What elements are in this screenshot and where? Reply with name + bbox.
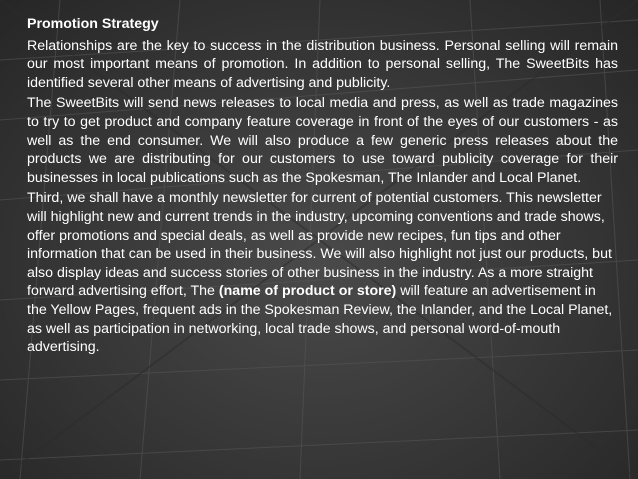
placeholder-bold-text: (name of product or store) (218, 283, 397, 300)
paragraph-personal-selling: Relationships are the key to success in the distribution business. Personal selling will remain our most important means of promotion. In addition to personal selling, The SweetBits has identified several other means of advertising and publicity. (27, 37, 618, 91)
text-body (27, 15, 618, 359)
newsletter-text-end: will feature an advertisement in the Yellow Pages, frequent ads in the Spokesman Review, the Inlander, and the Local Planet, as well as participation in networking, local trade shows, and personal word-of-mouth advertising. (27, 283, 613, 356)
paragraph-news-releases: The SweetBits will send news releases to local media and press, as well as trade magazines to try to get product and company feature coverage in front of the eyes of our customers - as well as the end consumer. We will also produce a few generic press releases about the products we are distributing for our customers to use toward publicity coverage for their businesses in local publications such as the Spokesman, The Inlander and Local Planet. (27, 95, 618, 186)
section-heading: Promotion Strategy (27, 16, 159, 32)
paragraph-newsletter (27, 189, 618, 356)
newsletter-text-start: Third, we shall have a monthly newsletter for current of potential customers. This newsletter will highlight new and current trends in the industry, upcoming conventions and trade shows, offer promotions and special deals, as well as provide new recipes, fun tips and other information that can be used in their business. We will also highlight not just our products, but also display ideas and success stories of other business in the industry. As a more straight forward advertising effort, The (27, 190, 612, 300)
